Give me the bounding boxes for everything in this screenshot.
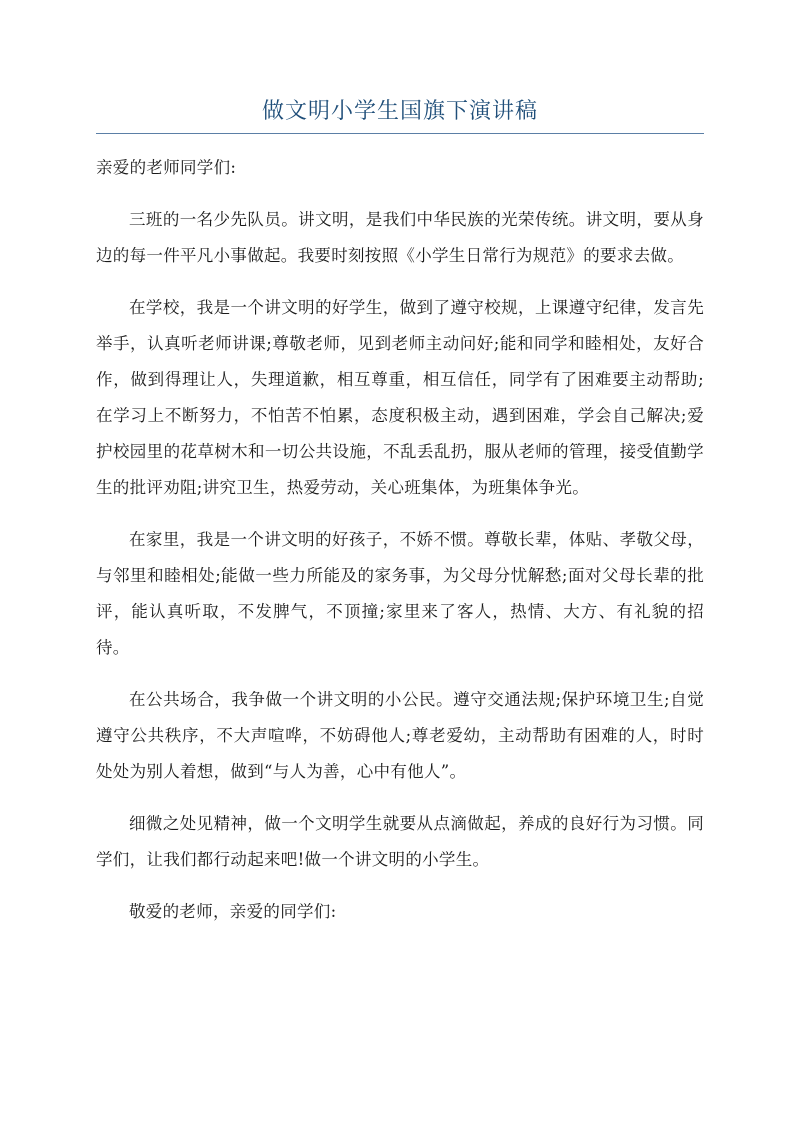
paragraph: 在学校，我是一个讲文明的好学生，做到了遵守校规，上课遵守纪律，发言先举手，认真听老师讲课;尊敬老师，见到老师主动问好;能和同学和睦相处，友好合作，做到得理让人，失理道歉，相互尊重，相互信任，同学有了困难要主动帮助;在学习上不断努力，不怕苦不怕累，态度积极主动，遇到困难，学会自己解决;爱护校园里的花草树木和一切公共设施，不乱丢乱扔，服从老师的管理，接受值勤学生的批评劝阻;讲究卫生，热爱劳动，关心班集体，为班集体争光。 (96, 298, 704, 497)
paragraph: 敬爱的老师，亲爱的同学们: (129, 902, 337, 921)
document-title: 做文明小学生国旗下演讲稿 (261, 99, 538, 124)
paragraph: 三班的一名少先队员。讲文明，是我们中华民族的光荣传统。讲文明，要从身边的每一件平凡小事做起。我要时刻按照《小学生日常行为规范》的要求去做。 (96, 210, 704, 265)
paragraph: 在公共场合，我争做一个讲文明的小公民。遵守交通法规;保护环境卫生;自觉遵守公共秩序，不大声喧哗，不妨碍他人;尊老爱幼，主动帮助有困难的人，时时处处为别人着想，做到“与人为善，心中有他人”。 (96, 690, 704, 781)
document-body (96, 150, 704, 946)
paragraph: 在家里，我是一个讲文明的好孩子，不娇不惯。尊敬长辈，体贴、孝敬父母，与邻里和睦相处;能做一些力所能及的家务事，为父母分忧解愁;面对父母长辈的批评，能认真听取，不发脾气，不顶撞;家里来了客人，热情、大方、有礼貌的招待。 (96, 530, 704, 657)
greeting-line: 亲爱的老师同学们: (96, 158, 237, 177)
title-divider (96, 133, 704, 134)
paragraph: 细微之处见精神，做一个文明学生就要从点滴做起，养成的良好行为习惯。同学们，让我们都行动起来吧!做一个讲文明的小学生。 (96, 814, 704, 869)
